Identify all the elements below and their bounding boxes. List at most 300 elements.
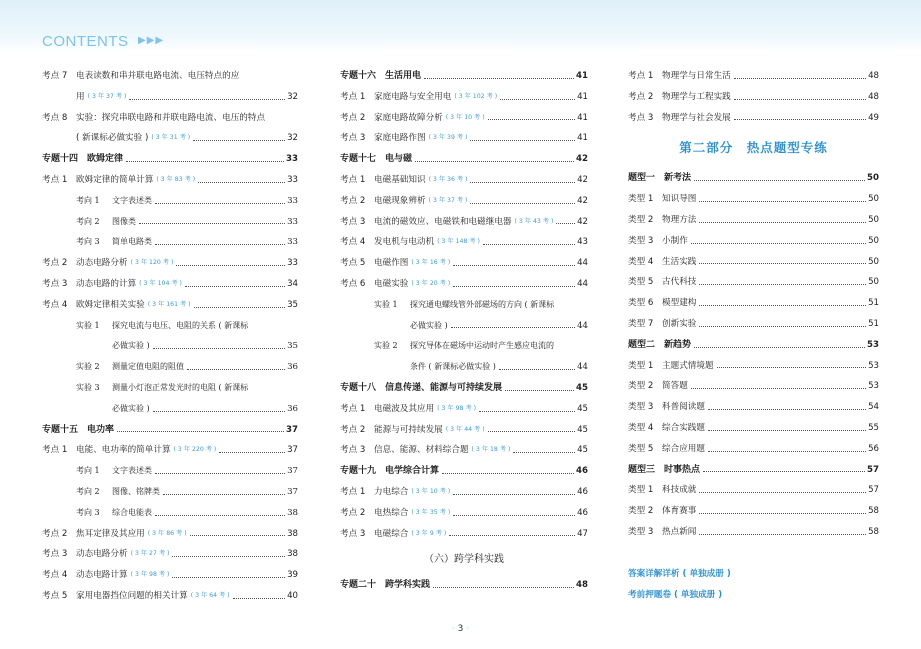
- entry-text: 电磁综合: [374, 528, 409, 539]
- page-ref: 37: [286, 424, 298, 435]
- leader-dots: [153, 348, 285, 349]
- leader-dots: [185, 286, 285, 287]
- entry-label: 类型 1: [628, 360, 654, 371]
- page-ref: 57: [868, 485, 879, 496]
- page-ref: 50: [868, 235, 879, 246]
- entry-label: 考点 5: [42, 590, 68, 601]
- page-ref: 49: [868, 112, 879, 123]
- toc-entry-row[interactable]: [42, 482, 298, 503]
- entry-label: 类型 3: [628, 402, 654, 413]
- leader-dots: [479, 411, 575, 412]
- right-dot-icon: ◦: [463, 625, 470, 633]
- entry-text: 能源与可持续发展: [374, 424, 443, 435]
- toc-topic-row[interactable]: [340, 66, 588, 87]
- entry-label: 考点 1: [42, 445, 68, 456]
- page-ref: 57: [867, 464, 879, 475]
- entry-label: 类型 3: [628, 235, 654, 246]
- entry-text: 测量定值电阻的阻值: [112, 362, 184, 372]
- leader-dots: [699, 534, 866, 535]
- leader-dots: [451, 327, 575, 328]
- entry-label: 考点 4: [340, 237, 366, 248]
- entry-label: 考点 2: [340, 424, 366, 435]
- entry-label: 考点 8: [42, 112, 68, 123]
- leader-dots: [155, 515, 285, 516]
- leader-dots: [488, 431, 575, 432]
- toc-entry-row[interactable]: [42, 586, 298, 607]
- entry-label: 考点 2: [340, 195, 366, 206]
- entry-text: 模型建构: [662, 298, 697, 309]
- toc-entry-row[interactable]: [42, 253, 298, 274]
- entry-label: 考点 3: [340, 133, 366, 144]
- frequency-tag: ( 3 年 16 考 ): [411, 259, 451, 267]
- frequency-tag: ( 3 年 37 考 ): [87, 92, 127, 100]
- toc-entry-row[interactable]: [42, 232, 298, 253]
- entry-label: 考点 3: [340, 216, 366, 227]
- entry-label: 考向 1: [76, 466, 100, 476]
- entry-text: 综合电能表: [112, 507, 152, 517]
- toc-topic-row[interactable]: [42, 149, 298, 170]
- entry-text: 主题式情境题: [662, 360, 714, 371]
- toc-entry-row[interactable]: [42, 170, 298, 191]
- entry-label: 考点 1: [340, 486, 366, 497]
- leader-dots: [129, 99, 285, 100]
- leader-dots: [699, 263, 866, 264]
- toc-entry-row[interactable]: [628, 314, 879, 335]
- entry-text: 文字表述类: [112, 195, 152, 205]
- entry-label: 考点 5: [340, 258, 366, 269]
- leader-dots: [172, 556, 285, 557]
- entry-label: 类型 1: [628, 485, 654, 496]
- toc-entry-row[interactable]: [628, 480, 879, 501]
- page-ref: 46: [577, 486, 588, 497]
- page-ref: 32: [287, 91, 298, 102]
- entry-label: 专题十六: [340, 71, 377, 81]
- entry-text: 欧姆定律相关实验: [76, 299, 145, 310]
- page-ref: 56: [868, 443, 879, 454]
- toc-entry-row[interactable]: [628, 501, 879, 522]
- frequency-tag: ( 3 年 18 考 ): [471, 446, 511, 454]
- entry-text: 生活用电: [385, 71, 422, 81]
- leader-dots: [470, 182, 575, 183]
- page-ref: 44: [577, 278, 588, 289]
- leader-dots: [500, 99, 575, 100]
- entry-text: 电热综合: [374, 507, 409, 518]
- toc-entry-row[interactable]: [42, 274, 298, 295]
- toc-entry-row[interactable]: [340, 420, 588, 441]
- leader-dots: [453, 494, 575, 495]
- toc-topic-row[interactable]: [340, 461, 588, 482]
- entry-text: 电流的磁效应、电磁铁和电磁继电器: [374, 216, 512, 227]
- toc-topic-row[interactable]: [340, 378, 588, 399]
- entry-text: 必做实验 ): [112, 403, 150, 413]
- toc-topic-row[interactable]: [340, 149, 588, 170]
- page-ref: 38: [287, 549, 298, 560]
- leader-dots: [163, 494, 285, 495]
- entry-text: 动态电路分析: [76, 258, 128, 269]
- page-number-footer: [0, 624, 921, 634]
- page-ref: 54: [868, 402, 879, 413]
- page-ref: 33: [287, 195, 298, 206]
- toc-entry-row[interactable]: [340, 503, 588, 524]
- entry-label: 类型 2: [628, 381, 654, 392]
- entry-text: 电磁作图: [374, 258, 409, 269]
- leader-dots: [513, 452, 575, 453]
- entry-label: 考点 1: [340, 91, 366, 102]
- toc-entry-row[interactable]: [42, 399, 298, 420]
- toc-entry-row[interactable]: [42, 544, 298, 565]
- toc-entry-row[interactable]: [340, 87, 588, 108]
- entry-text: 必做实验 ): [112, 341, 150, 351]
- entry-text: 家庭电路与安全用电: [374, 91, 452, 102]
- toc-entry-row[interactable]: [340, 295, 588, 316]
- leader-dots: [691, 243, 866, 244]
- entry-text: 科普阅读题: [662, 402, 705, 413]
- entry-label: 考点 3: [628, 112, 654, 123]
- page-ref: 53: [868, 381, 879, 392]
- entry-label: 考点 2: [42, 528, 68, 539]
- entry-label: 题型一: [628, 173, 656, 184]
- page-ref: 32: [287, 133, 298, 144]
- entry-label: 考点 3: [42, 278, 68, 289]
- leader-dots: [453, 265, 575, 266]
- entry-text: 家用电器挡位问题的相关计算: [76, 590, 188, 601]
- leader-dots: [708, 409, 866, 410]
- page-ref: 51: [868, 298, 879, 309]
- page-ref: 50: [867, 173, 879, 184]
- leader-dots: [442, 473, 574, 474]
- frequency-tag: ( 3 年 10 考 ): [411, 487, 451, 495]
- toc-entry-row[interactable]: [340, 399, 588, 420]
- page-ref: 39: [287, 570, 298, 581]
- page-ref: 46: [576, 466, 588, 477]
- frequency-tag: ( 3 年 148 考 ): [437, 238, 480, 246]
- toc-entry-row[interactable]: [42, 212, 298, 233]
- toc-entry-row[interactable]: [42, 316, 298, 337]
- arrows-icon: ▶▶▶: [138, 35, 165, 46]
- toc-topic-row[interactable]: [340, 575, 588, 596]
- frequency-tag: ( 3 年 20 考 ): [411, 279, 451, 287]
- entry-label: 专题十九: [340, 466, 377, 477]
- entry-text: 电磁实验: [374, 278, 409, 289]
- entry-label: 专题十八: [340, 382, 377, 393]
- entry-text: 探究通电螺线管外部磁场的方向 ( 新课标: [410, 299, 555, 309]
- toc-entry-row[interactable]: [628, 66, 879, 87]
- page-ref: 35: [287, 341, 298, 352]
- leader-dots: [470, 140, 575, 141]
- entry-label: 类型 5: [628, 277, 654, 288]
- entry-label: 考点 2: [628, 91, 654, 102]
- toc-entry-row[interactable]: [628, 108, 879, 129]
- frequency-tag: ( 3 年 120 考 ): [130, 259, 174, 267]
- entry-label: 考点 3: [340, 445, 366, 456]
- frequency-tag: ( 3 年 44 考 ): [445, 425, 485, 433]
- entry-text: 电学综合计算: [385, 466, 440, 477]
- toc-entry-row[interactable]: [42, 66, 298, 87]
- entry-text: 知识导图: [662, 194, 697, 205]
- entry-text: 新趋势: [664, 339, 692, 350]
- page-ref: 33: [286, 154, 298, 165]
- toc-entry-row[interactable]: [340, 482, 588, 503]
- section-title: （六）跨学科实践: [424, 554, 504, 566]
- entry-label: 考点 2: [340, 112, 366, 123]
- entry-label: 题型二: [628, 339, 656, 350]
- toc-entry-row[interactable]: [628, 397, 879, 418]
- toc-entry-row[interactable]: [628, 252, 879, 273]
- entry-text: 简答题: [662, 381, 688, 392]
- page-ref: 36: [287, 403, 298, 414]
- entry-text: 测量小灯泡正常发光时的电阻 ( 新课标: [112, 382, 249, 392]
- toc-entry-row[interactable]: [628, 522, 879, 543]
- entry-text: 创新实验: [662, 318, 697, 329]
- page-ref: 41: [577, 112, 588, 123]
- toc-entry-row[interactable]: [42, 440, 298, 461]
- page-ref: 45: [577, 403, 588, 414]
- toc-entry-row[interactable]: [42, 524, 298, 545]
- entry-label: 考向 3: [76, 507, 100, 517]
- entry-label: 类型 4: [628, 422, 654, 433]
- entry-text: 动态电路计算: [76, 570, 128, 581]
- toc-topic-row[interactable]: [42, 420, 298, 441]
- entry-text: 物理学与日常生活: [662, 71, 731, 81]
- entry-text: 综合应用题: [662, 443, 705, 454]
- entry-label: 实验 1: [76, 320, 100, 330]
- entry-label: 考点 2: [42, 258, 68, 269]
- toc-entry-row[interactable]: [42, 357, 298, 378]
- toc-topic-row[interactable]: [628, 335, 879, 356]
- page-ref: 53: [867, 339, 879, 350]
- entry-text: 家庭电路故障分析: [374, 112, 443, 123]
- toc-topic-row[interactable]: [628, 168, 879, 189]
- leader-dots: [194, 307, 286, 308]
- toc-entry-row[interactable]: [628, 418, 879, 439]
- toc-entry-row[interactable]: [340, 170, 588, 191]
- leader-dots: [126, 161, 284, 162]
- entry-label: 考点 2: [340, 507, 366, 518]
- page-ref: 43: [577, 237, 588, 248]
- entry-text: 科技成就: [662, 485, 697, 496]
- page-ref: 50: [868, 194, 879, 205]
- frequency-tag: ( 3 年 27 考 ): [130, 550, 170, 558]
- toc-entry-row[interactable]: [340, 274, 588, 295]
- leader-dots: [453, 515, 575, 516]
- page-ref: 42: [577, 174, 588, 185]
- toc-entry-row[interactable]: [340, 524, 588, 545]
- toc-entry-row[interactable]: [628, 87, 879, 108]
- page-ref: 48: [576, 580, 588, 591]
- toc-column-2: [340, 66, 588, 596]
- toc-entry-row[interactable]: [628, 376, 879, 397]
- frequency-tag: ( 3 年 161 考 ): [147, 300, 191, 308]
- page-ref: 47: [577, 528, 588, 539]
- entry-label: 类型 3: [628, 526, 654, 537]
- page-ref: 35: [287, 299, 298, 310]
- entry-text: 发电机与电动机: [374, 237, 435, 248]
- toc-entry-row[interactable]: [42, 108, 298, 129]
- leader-dots: [155, 473, 285, 474]
- entry-text: 焦耳定律及其应用: [76, 528, 145, 539]
- entry-text: 信息传递、能源与可持续发展: [385, 382, 503, 393]
- entry-label: 考点 1: [42, 174, 68, 185]
- page-number: 3: [457, 624, 464, 634]
- leader-dots: [734, 119, 866, 120]
- toc-entry-row[interactable]: [42, 461, 298, 482]
- page-ref: 44: [577, 320, 588, 331]
- toc-entry-row[interactable]: [42, 87, 298, 108]
- entry-label: 类型 5: [628, 443, 654, 454]
- toc-entry-row[interactable]: [42, 295, 298, 316]
- leader-dots: [483, 244, 575, 245]
- toc-entry-row[interactable]: [340, 191, 588, 212]
- leader-dots: [699, 513, 866, 514]
- entry-label: 类型 2: [628, 506, 654, 517]
- page-ref: 33: [287, 258, 298, 269]
- entry-label: 实验 1: [374, 299, 398, 309]
- leader-dots: [699, 326, 866, 327]
- leader-dots: [187, 369, 285, 370]
- entry-label: 专题十七: [340, 154, 377, 165]
- leader-dots: [117, 431, 284, 432]
- page-ref: 48: [868, 71, 879, 81]
- toc-entry-row[interactable]: [42, 336, 298, 357]
- page-ref: 33: [287, 174, 298, 185]
- page-ref: 44: [577, 362, 588, 373]
- entry-text: 电能、电功率的简单计算: [76, 445, 171, 456]
- entry-text: 电表读数和串并联电路电流、电压特点的应: [76, 71, 240, 81]
- entry-text: 条件 ( 新课标必做实验 ): [410, 362, 496, 372]
- leader-dots: [708, 430, 866, 431]
- entry-text: 物理学与社会发展: [662, 112, 731, 123]
- contents-title: CONTENTS: [42, 33, 129, 50]
- entry-label: 实验 2: [76, 362, 100, 372]
- entry-label: 类型 2: [628, 214, 654, 225]
- page-ref: 51: [868, 318, 879, 329]
- toc-entry-row[interactable]: [340, 128, 588, 149]
- toc-entry-row[interactable]: [340, 108, 588, 129]
- booklet-link[interactable]: 答案详解详析 ( 单独成册 ): [628, 568, 731, 579]
- toc-entry-row[interactable]: [42, 128, 298, 149]
- entry-text: 信息、能源、材料综合题: [374, 445, 469, 456]
- entry-text: ( 新课标必做实验 ): [76, 133, 149, 144]
- page-ref: 41: [577, 133, 588, 144]
- entry-text: 简单电路类: [112, 237, 152, 247]
- toc-entry-row[interactable]: [340, 357, 588, 378]
- toc-entry-row[interactable]: [340, 336, 588, 357]
- page-ref: 58: [868, 506, 879, 517]
- frequency-tag: ( 3 年 35 考 ): [411, 508, 451, 516]
- toc-entry-row[interactable]: [340, 253, 588, 274]
- page-ref: 37: [287, 445, 298, 456]
- leader-dots: [233, 598, 285, 599]
- toc-entry-row[interactable]: [340, 212, 588, 233]
- page-ref: 33: [287, 237, 298, 248]
- toc-entry-row[interactable]: [340, 440, 588, 461]
- toc-entry-row[interactable]: [628, 356, 879, 377]
- entry-text: 电磁波及其应用: [374, 403, 435, 414]
- frequency-tag: ( 3 年 98 考 ): [437, 404, 477, 412]
- toc-entry-row[interactable]: [628, 189, 879, 210]
- toc-entry-row[interactable]: [42, 191, 298, 212]
- entry-text: 物理学与工程实践: [662, 91, 731, 102]
- leader-dots: [172, 577, 285, 578]
- entry-label: 类型 1: [628, 194, 654, 205]
- toc-entry-row[interactable]: [340, 316, 588, 337]
- entry-text: 力电综合: [374, 486, 409, 497]
- entry-label: 考点 6: [340, 278, 366, 289]
- leader-dots: [176, 265, 285, 266]
- toc-entry-row[interactable]: [42, 503, 298, 524]
- entry-label: 考点 3: [42, 549, 68, 560]
- toc-entry-row[interactable]: [340, 232, 588, 253]
- booklet-link[interactable]: 考前押题卷 ( 单独成册 ): [628, 589, 723, 600]
- toc-entry-row[interactable]: [628, 210, 879, 231]
- leader-dots: [556, 223, 575, 224]
- page-ref: 36: [287, 362, 298, 373]
- leader-dots: [699, 305, 866, 306]
- toc-entry-row[interactable]: [42, 565, 298, 586]
- entry-text: 动态电路的计算: [76, 278, 137, 289]
- frequency-tag: ( 3 年 220 考 ): [173, 446, 217, 454]
- leader-dots: [699, 201, 866, 202]
- leader-dots: [470, 203, 575, 204]
- entry-text: 时事热点: [664, 464, 701, 475]
- leader-dots: [198, 182, 285, 183]
- frequency-tag: ( 3 年 86 考 ): [147, 529, 187, 537]
- entry-label: 考向 3: [76, 237, 100, 247]
- entry-text: 生活实践: [662, 256, 697, 267]
- leader-dots: [155, 203, 285, 204]
- entry-text: 电功率: [87, 424, 115, 435]
- entry-text: 必做实验 ): [410, 320, 448, 330]
- leader-dots: [734, 99, 866, 100]
- toc-column-3: [628, 66, 879, 606]
- frequency-tag: ( 3 年 9 考 ): [411, 529, 447, 537]
- leader-dots: [190, 535, 285, 536]
- frequency-tag: ( 3 年 102 考 ): [454, 92, 498, 100]
- page-ref: 38: [287, 528, 298, 539]
- toc-entry-row[interactable]: [628, 439, 879, 460]
- toc-topic-row[interactable]: [628, 460, 879, 481]
- frequency-tag: ( 3 年 31 考 ): [151, 134, 191, 142]
- frequency-tag: ( 3 年 43 考 ): [514, 217, 554, 225]
- entry-label: 考点 4: [42, 299, 68, 310]
- entry-label: 考点 1: [628, 71, 654, 81]
- leader-dots: [193, 140, 285, 141]
- entry-label: 专题二十: [340, 580, 377, 591]
- frequency-tag: ( 3 年 104 考 ): [139, 279, 182, 287]
- frequency-tag: ( 3 年 37 考 ): [428, 196, 468, 204]
- toc-entry-row[interactable]: [628, 231, 879, 252]
- entry-label: 考点 1: [340, 174, 366, 185]
- page-ref: 34: [287, 278, 298, 289]
- leader-dots: [453, 286, 575, 287]
- leader-dots: [505, 390, 574, 391]
- entry-text: 图像类: [112, 216, 136, 226]
- entry-label: 考点 3: [340, 528, 366, 539]
- page-ref: 42: [576, 154, 588, 165]
- toc-entry-row[interactable]: [628, 272, 879, 293]
- toc-entry-row[interactable]: [628, 293, 879, 314]
- entry-label: 专题十四: [42, 154, 79, 165]
- page-ref: 48: [868, 91, 879, 102]
- entry-text: 动态电路分析: [76, 549, 128, 560]
- page-ref: 42: [577, 195, 588, 206]
- page-ref: 37: [287, 466, 298, 477]
- entry-label: 类型 6: [628, 298, 654, 309]
- toc-entry-row[interactable]: [42, 378, 298, 399]
- leader-dots: [139, 223, 285, 224]
- entry-text: 小制作: [662, 235, 688, 246]
- entry-text: 跨学科实践: [385, 580, 431, 591]
